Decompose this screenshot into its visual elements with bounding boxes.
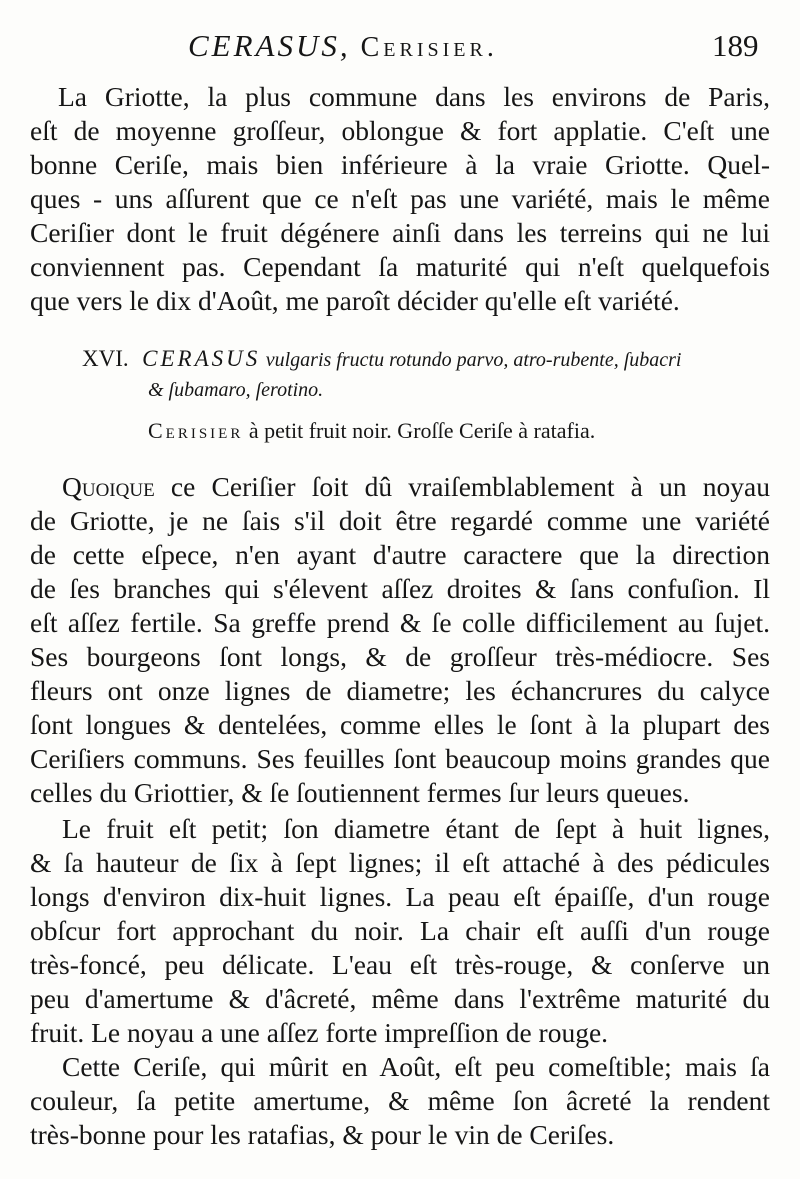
paragraph-4-first bbox=[62, 1050, 770, 1084]
entry-line-1 bbox=[82, 344, 772, 374]
text-line: de Griotte, je ne ſais s'il doit être regardé comme une variété bbox=[30, 505, 770, 536]
page-number: 189 bbox=[712, 28, 759, 63]
text-line: très-bonne pour les ratafias, & pour le vin de Ceriſes. bbox=[30, 1119, 615, 1150]
text-line: fruit. Le noyau a une aſſez forte impreſſion de rouge. bbox=[30, 1017, 609, 1048]
text-line: La Griotte, la plus commune dans les environs de Paris, bbox=[58, 81, 770, 112]
entry-number: XVI. bbox=[82, 346, 129, 371]
paragraph-2-first bbox=[62, 470, 770, 504]
text-line: conviennent pas. Cependant ſa maturité qui n'eſt quelquefois bbox=[30, 251, 770, 282]
text-line: de cette eſpece, n'en ayant d'autre caractere que la direction bbox=[30, 539, 770, 570]
header-subtitle: Cerisier. bbox=[360, 32, 498, 63]
text-line bbox=[62, 470, 770, 504]
paragraph-3-body bbox=[30, 846, 770, 1050]
text-line: peu d'amertume & d'âcreté, même dans l'extrême maturité du bbox=[30, 983, 770, 1014]
paragraph-1-body bbox=[30, 114, 770, 318]
paragraph-3-first bbox=[62, 812, 770, 846]
header-title: CERASUS, bbox=[188, 28, 351, 63]
paragraph-1 bbox=[58, 80, 770, 114]
entry-latin-description: vulgaris fructu rotundo parvo, atro-rubente, ſubacri bbox=[265, 349, 682, 371]
text-line: bonne Ceriſe, mais bien inférieure à la vraie Griotte. Quel- bbox=[30, 149, 770, 180]
text-line: eſt de moyenne groſſeur, oblongue & fort applatie. C'eſt une bbox=[30, 115, 770, 146]
opening-word: Quoique bbox=[62, 471, 155, 502]
opening-rest: ce Ceriſier ſoit dû vraiſemblablement à un noyau bbox=[170, 471, 770, 502]
text-line: Cette Ceriſe, qui mûrit en Août, eſt peu comeſtible; mais ſa bbox=[62, 1051, 770, 1082]
text-line: Le fruit eſt petit; ſon diametre étant de ſept à huit lignes, bbox=[62, 813, 770, 844]
french-name-rest: à petit fruit noir. Groſſe Ceriſe à ratafia. bbox=[248, 418, 596, 443]
variety-entry bbox=[82, 344, 772, 404]
text-line: que vers le dix d'Août, me paroît décider qu'elle eſt variété. bbox=[30, 285, 680, 316]
text-line: Ses bourgeons ſont longs, & de groſſeur très-médiocre. Ses bbox=[30, 641, 770, 672]
text-line: eſt aſſez fertile. Sa greffe prend & ſe colle difficilement au ſujet. bbox=[30, 607, 770, 638]
entry-line-2 bbox=[82, 374, 772, 404]
text-line: Ceriſier dont le fruit dégénere ainſi dans les terreins qui ne lui bbox=[30, 217, 770, 248]
text-line: longs d'environ dix-huit lignes. La peau eſt épaiſſe, d'un rouge bbox=[30, 881, 770, 912]
text-line: couleur, ſa petite amertume, & même ſon âcreté la rendent bbox=[30, 1085, 770, 1116]
paragraph-4-body bbox=[30, 1084, 770, 1152]
text-line: & ſa hauteur de ſix à ſept lignes; il eſt attaché à des pédicules bbox=[30, 847, 770, 878]
french-name-head: Cerisier bbox=[148, 418, 244, 443]
text-line: ſont longues & dentelées, comme elles le ſont à la plupart des bbox=[30, 709, 770, 740]
text-line: Ceriſiers communs. Ses feuilles ſont beaucoup moins grandes que bbox=[30, 743, 770, 774]
entry-latin-continuation: & ſubamaro, ſerotino. bbox=[148, 379, 324, 401]
french-name bbox=[148, 416, 595, 446]
text-line: très-foncé, peu délicate. L'eau eſt très-rouge, & conſerve un bbox=[30, 949, 770, 980]
text-line: obſcur fort approchant du noir. La chair eſt auſſi d'un rouge bbox=[30, 915, 770, 946]
text-line: fleurs ont onze lignes de diametre; les échancrures du calyce bbox=[30, 675, 770, 706]
entry-genus: CERASUS bbox=[142, 346, 261, 371]
paragraph-2-body bbox=[30, 504, 770, 810]
text-line: ques - uns aſſurent que ce n'eſt pas une variété, mais le même bbox=[30, 183, 770, 214]
running-header bbox=[188, 28, 498, 66]
text-line: de ſes branches qui s'élevent aſſez droites & ſans confuſion. Il bbox=[30, 573, 770, 604]
text-line: celles du Griottier, & ſe ſoutiennent fermes ſur leurs queues. bbox=[30, 777, 690, 808]
